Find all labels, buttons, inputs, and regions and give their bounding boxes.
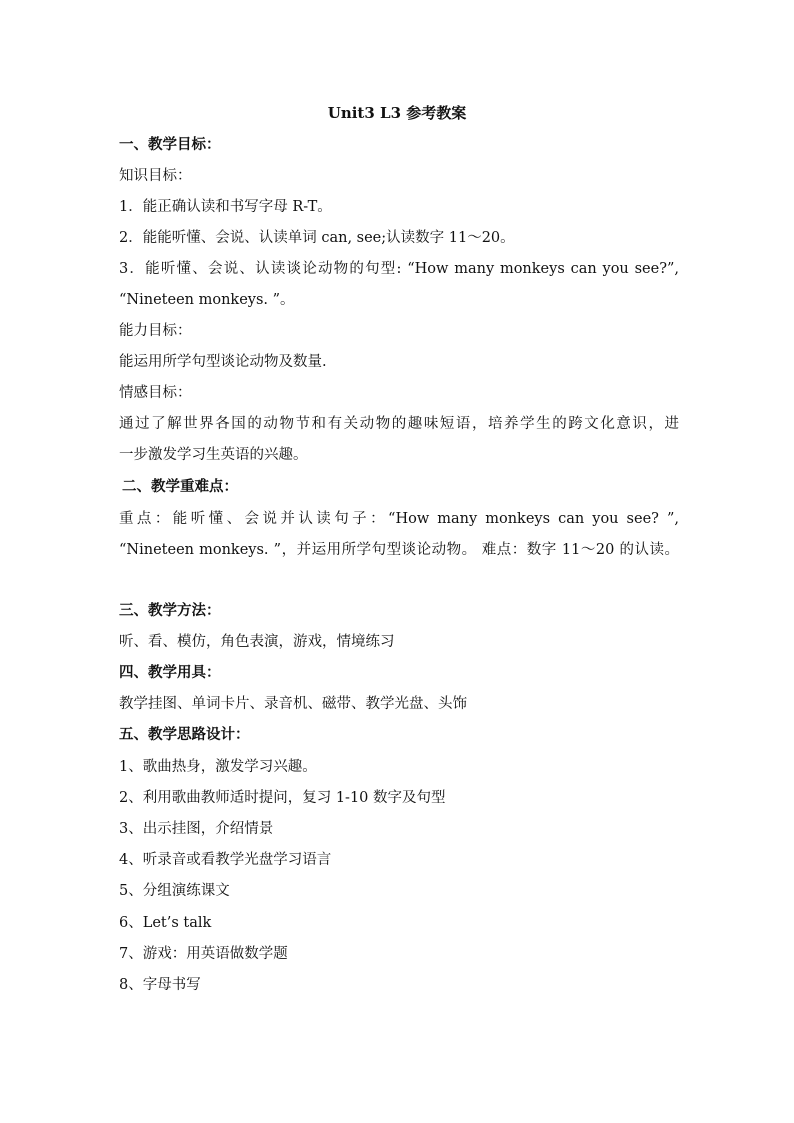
emotion-goal-label: 情感目标：	[119, 385, 192, 401]
section5-heading: 五、教学思路设计：	[119, 726, 250, 743]
document-title: Unit3 L3 参考教案	[327, 104, 467, 122]
key-points-line-2: “Nineteen monkeys. ”，并运用所学句型谈论动物。 难点：数字 11～20 的认读。	[119, 542, 679, 558]
design-step-3: 3、出示挂图，介绍情景	[119, 821, 274, 837]
emotion-goal-line-1: 通过了解世界各国的动物节和有关动物的趣味短语，培养学生的跨文化意识，进	[119, 416, 679, 432]
knowledge-item-2: 2．能能听懂、会说、认读单词 can, see;认读数字 11～20。	[119, 230, 515, 246]
knowledge-goal-label: 知识目标：	[119, 168, 192, 184]
section3-heading: 三、教学方法：	[119, 602, 221, 619]
tools-text: 教学挂图、单词卡片、录音机、磁带、教学光盘、头饰	[119, 696, 467, 712]
methods-text: 听、看、模仿，角色表演，游戏，情境练习	[119, 634, 395, 650]
section2-heading: 二、教学重难点：	[122, 478, 238, 495]
section4-heading: 四、教学用具：	[119, 664, 221, 681]
design-step-7: 7、游戏：用英语做数学题	[119, 946, 288, 962]
design-step-1: 1、歌曲热身，激发学习兴趣。	[119, 759, 317, 775]
section1-heading: 一、教学目标：	[119, 136, 221, 153]
design-step-8: 8、字母书写	[119, 977, 201, 993]
knowledge-item-1: 1．能正确认读和书写字母 R-T。	[119, 199, 332, 215]
design-step-2: 2、利用歌曲教师适时提问，复习 1-10 数字及句型	[119, 790, 446, 806]
knowledge-item-3: 3．能听懂、会说、认读谈论动物的句型: “How many monkeys can you see?”,	[119, 261, 679, 277]
design-step-4: 4、听录音或看教学光盘学习语言	[119, 852, 332, 868]
ability-goal-label: 能力目标：	[119, 323, 192, 339]
knowledge-item-3-cont: “Nineteen monkeys. ”。	[119, 292, 295, 308]
key-points-line-1: 重点：能听懂、会说并认读句子：“How many monkeys can you see? ”,	[119, 511, 679, 527]
ability-goal-text: 能运用所学句型谈论动物及数量.	[119, 354, 327, 370]
design-step-6: 6、Let’s talk	[119, 915, 212, 931]
design-step-5: 5、分组演练课文	[119, 883, 230, 899]
emotion-goal-line-2: 一步激发学习生英语的兴趣。	[119, 447, 308, 463]
